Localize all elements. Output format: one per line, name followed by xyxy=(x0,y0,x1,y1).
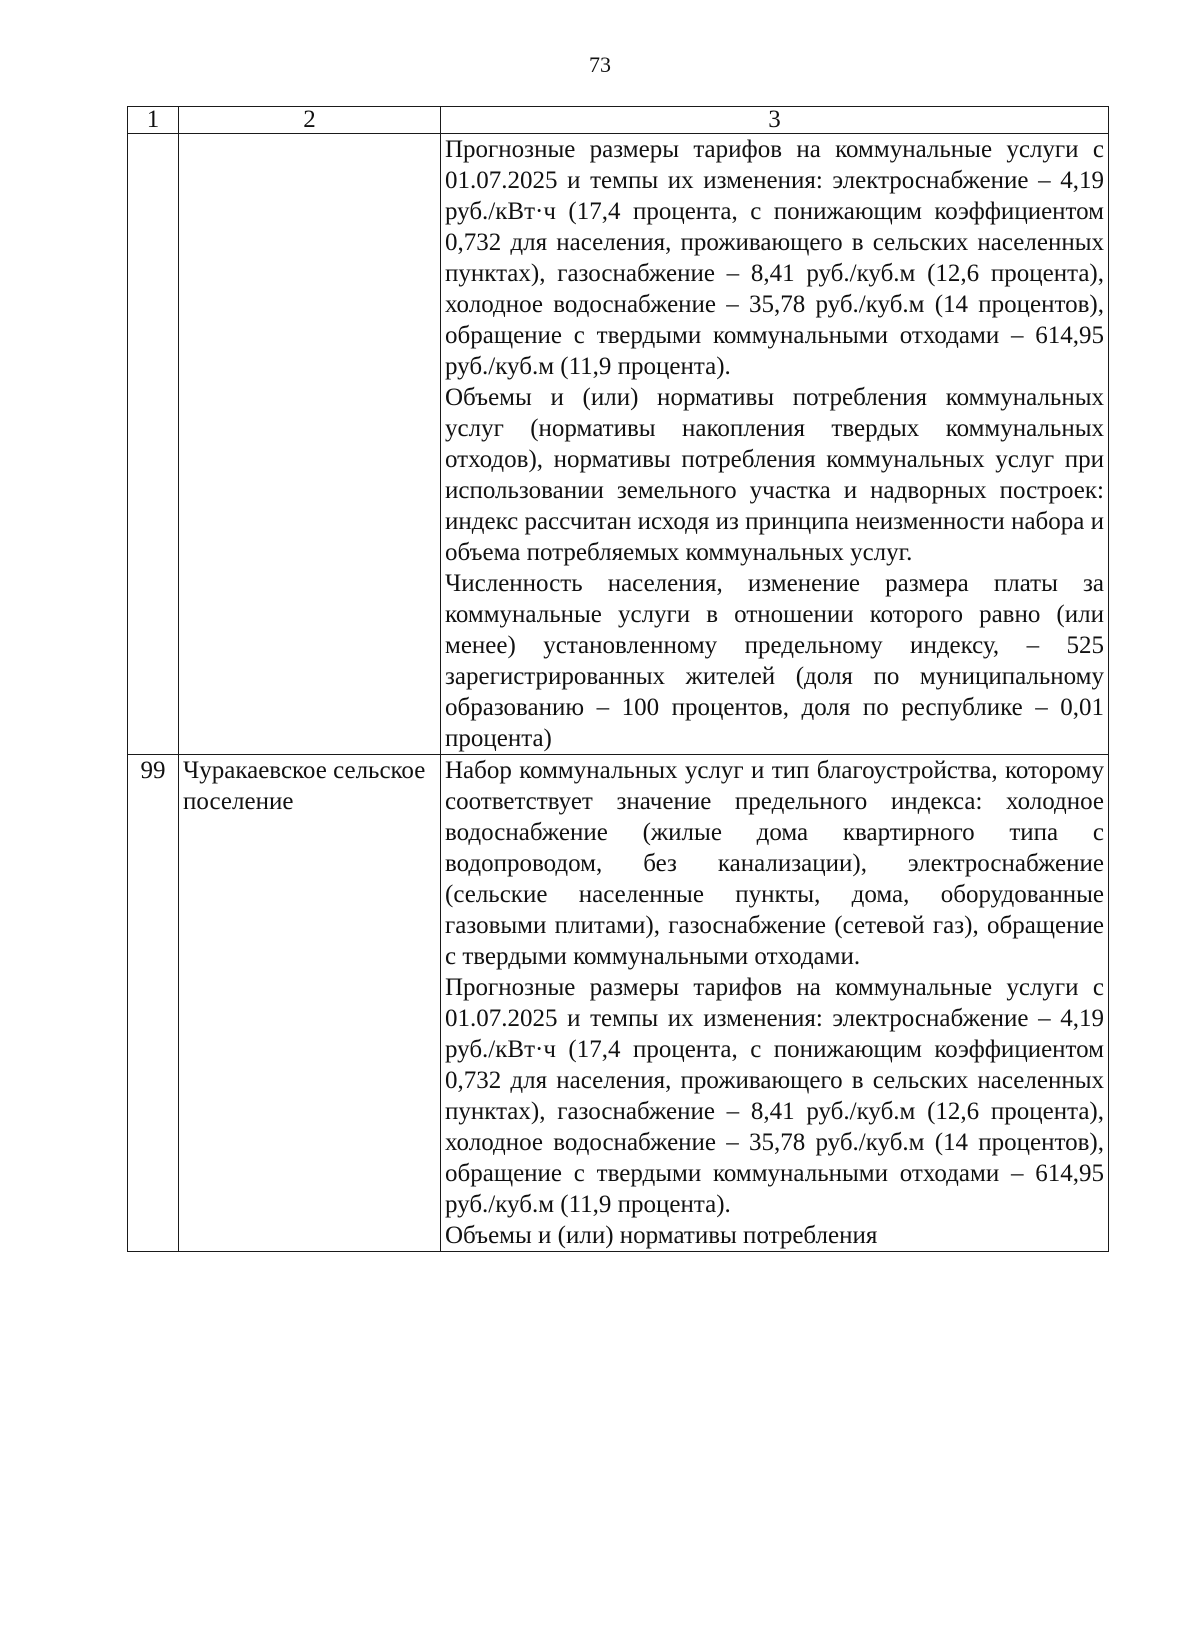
tariff-forecast-paragraph: Прогнозные размеры тарифов на коммунальные услуги с 01.07.2025 и темпы их изменения: электроснабжение – 4,19 руб./кВт·ч (17,4 процента, с понижающим коэффициентом 0,732 для населения, проживающего в сельских населенных пунктах), газоснабжение – 8,41 руб./куб.м (12,6 процента), холодное водоснабжение – 35,78 руб./куб.м (14 процентов), обращение с твердыми коммунальными отходами – 614,95 руб./куб.м (11,9 процента). xyxy=(445,136,1104,380)
population-paragraph: Численность населения, изменение размера платы за коммунальные услуги в отношении которого равно (или менее) установленному предельному индексу, – 525 зарегистрированных жителей (доля по муниципальному образованию – 100 процентов, доля по республике – 0,01 процента) xyxy=(445,570,1104,752)
row-number-cell xyxy=(128,134,179,755)
table-header-row xyxy=(128,107,1109,134)
table-row xyxy=(128,134,1109,755)
municipality-name-cell xyxy=(179,134,441,755)
description-cell xyxy=(441,134,1109,755)
column-header-1: 1 xyxy=(128,107,179,134)
row-number-cell: 99 xyxy=(128,755,179,1252)
consumption-norms-paragraph: Объемы и (или) нормативы потребления xyxy=(445,1222,878,1249)
municipality-name-cell: Чуракаевское сельское поселение xyxy=(179,755,441,1252)
consumption-norms-paragraph: Объемы и (или) нормативы потребления коммунальных услуг (нормативы накопления твердых коммунальных отходов), нормативы потребления коммунальных услуг при использовании земельного участка и надворных построек: индекс рассчитан исходя из принципа неизменности набора и объема потребляемых коммунальных услуг. xyxy=(445,384,1104,566)
municipal-index-table xyxy=(127,106,1109,1252)
description-cell xyxy=(441,755,1109,1252)
page-number: 73 xyxy=(589,52,611,77)
column-header-2: 2 xyxy=(179,107,441,134)
tariff-forecast-paragraph: Прогнозные размеры тарифов на коммунальные услуги с 01.07.2025 и темпы их изменения: электроснабжение – 4,19 руб./кВт·ч (17,4 процента, с понижающим коэффициентом 0,732 для населения, проживающего в сельских населенных пунктах), газоснабжение – 8,41 руб./куб.м (12,6 процента), холодное водоснабжение – 35,78 руб./куб.м (14 процентов), обращение с твердыми коммунальными отходами – 614,95 руб./куб.м (11,9 процента). xyxy=(445,974,1104,1218)
services-set-paragraph: Набор коммунальных услуг и тип благоустройства, которому соответствует значение предельного индекса: холодное водоснабжение (жилые дома квартирного типа с водопроводом, без канализации), электроснабжение (сельские населенные пункты, дома, оборудованные газовыми плитами), газоснабжение (сетевой газ), обращение с твердыми коммунальными отходами. xyxy=(445,757,1104,970)
column-header-3: 3 xyxy=(441,107,1109,134)
table-row xyxy=(128,755,1109,1252)
